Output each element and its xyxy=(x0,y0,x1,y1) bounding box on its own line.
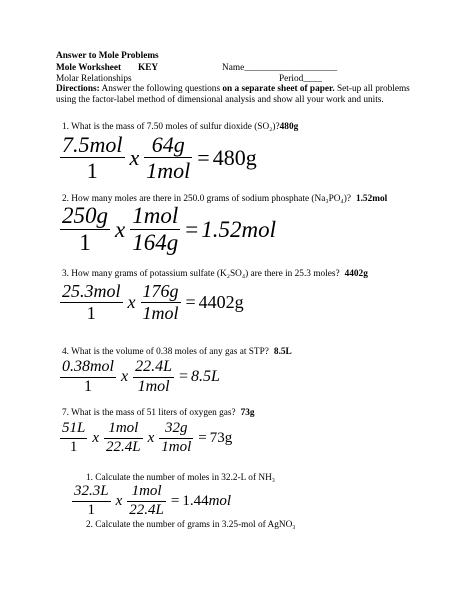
denominator: 1 xyxy=(86,302,96,323)
denominator: 1mol xyxy=(161,438,192,455)
times-sign: x xyxy=(121,368,129,386)
question-answer: 1.52mol xyxy=(355,194,388,204)
numerator: 0.38mol xyxy=(62,358,114,375)
subquestion-1 xyxy=(86,473,275,484)
question-answer: 4402g xyxy=(344,269,368,279)
equals-sign: = xyxy=(185,216,199,242)
fraction xyxy=(104,421,143,456)
question-answer: 480g xyxy=(279,122,299,132)
directions xyxy=(56,84,426,106)
question-3 xyxy=(62,269,368,280)
question-text: 7. What is the mass of 51 liters of oxygen gas? xyxy=(62,408,236,418)
times-sign: x xyxy=(92,429,100,446)
times-sign: x xyxy=(127,291,136,312)
question-text: 1. Calculate the number of moles in 32.2-L of NH₃ xyxy=(86,473,276,483)
equals-sign: = xyxy=(179,368,189,386)
equals-sign: = xyxy=(185,291,196,312)
denominator: 22.4L xyxy=(129,501,164,518)
fraction xyxy=(60,282,123,323)
equation-1 xyxy=(58,133,257,182)
numerator: 176g xyxy=(142,281,179,301)
denominator: 1 xyxy=(84,377,92,395)
equals-sign: = xyxy=(170,492,180,509)
fraction xyxy=(60,133,125,182)
fraction xyxy=(72,484,111,519)
numerator: 64g xyxy=(151,132,185,157)
topic-label: Molar Relationships xyxy=(56,74,132,84)
question-answer: 8.5L xyxy=(273,347,292,357)
question-text: 2. How many moles are there in 250.0 grams of sodium phosphate (Na₃PO₄)? xyxy=(62,194,351,204)
times-sign: x xyxy=(147,429,155,446)
numerator: 51L xyxy=(62,420,86,436)
name-label: Name xyxy=(222,63,245,73)
question-7 xyxy=(62,408,255,419)
directions-text-bold: on a separate sheet of paper. xyxy=(222,84,335,94)
fraction xyxy=(60,359,116,396)
denominator: 1mol xyxy=(142,302,179,323)
numerator: 22.4L xyxy=(135,358,173,375)
fraction xyxy=(133,359,174,396)
question-text: 4. What is the volume of 0.38 moles of any gas at STP? xyxy=(62,347,269,357)
denominator: 1 xyxy=(86,158,98,184)
denominator: 1 xyxy=(69,438,78,455)
numerator: 32g xyxy=(165,420,188,436)
times-sign: x xyxy=(115,216,126,242)
equation-result: 480g xyxy=(212,144,257,170)
numerator: 1mol xyxy=(132,203,179,228)
equals-sign: = xyxy=(198,429,207,446)
fraction xyxy=(60,204,110,255)
equation-7 xyxy=(58,421,232,456)
name-blank: ____________________ xyxy=(244,63,338,73)
equals-sign: = xyxy=(197,144,210,170)
question-text: 2. Calculate the number of grams in 3.25-mol of AgNO₃ xyxy=(86,520,296,530)
equation-2 xyxy=(58,204,276,255)
denominator: 1mol xyxy=(137,377,170,395)
equation-result: 73g xyxy=(209,429,233,446)
equation-4 xyxy=(58,359,220,396)
equation-result: 4402g xyxy=(198,291,244,312)
times-sign: x xyxy=(115,492,123,509)
fraction xyxy=(144,133,192,182)
question-text: 1. What is the mass of 7.50 moles of sulfur dioxide (SO₂)? xyxy=(62,122,280,132)
fraction xyxy=(60,421,87,456)
worksheet-title: Answer to Mole Problems xyxy=(56,51,159,61)
subquestion-2 xyxy=(86,520,296,531)
equation-result: 1.44mol xyxy=(182,492,232,509)
question-text: 3. How many grams of potassium sulfate (K₂SO₄) are there in 25.3 moles? xyxy=(62,269,340,279)
numerator: 7.5mol xyxy=(62,132,123,157)
fraction xyxy=(141,282,181,323)
denominator: 164g xyxy=(132,230,179,256)
denominator: 22.4L xyxy=(106,438,141,455)
equation-3 xyxy=(58,282,244,323)
worksheet-name: Mole Worksheet xyxy=(56,63,122,73)
question-answer: 73g xyxy=(240,408,255,418)
directions-text-a: Answer the following questions xyxy=(99,84,223,94)
fraction xyxy=(130,204,180,255)
denominator: 1 xyxy=(87,501,96,518)
denominator: 1mol xyxy=(146,158,191,184)
directions-label: Directions: xyxy=(56,84,100,94)
key-label: KEY xyxy=(138,63,159,73)
denominator: 1 xyxy=(79,230,91,256)
numerator: 250g xyxy=(62,203,108,228)
numerator: 1mol xyxy=(131,483,162,499)
fraction xyxy=(159,421,193,456)
equation-subquestion-1 xyxy=(70,484,231,519)
numerator: 25.3mol xyxy=(62,281,121,301)
name-field xyxy=(222,63,337,74)
numerator: 1mol xyxy=(108,420,139,436)
question-4 xyxy=(62,347,292,358)
equation-result: 1.52mol xyxy=(201,216,276,242)
period-blank: ____ xyxy=(303,74,322,84)
times-sign: x xyxy=(129,144,140,170)
fraction xyxy=(127,484,166,519)
numerator: 32.3L xyxy=(74,483,109,499)
directions-text-b: Set-up all problems using the factor-label method of dimensional analysis and show all your work and units. xyxy=(56,84,410,105)
period-label: Period xyxy=(279,74,304,84)
equation-result: 8.5L xyxy=(191,368,220,386)
